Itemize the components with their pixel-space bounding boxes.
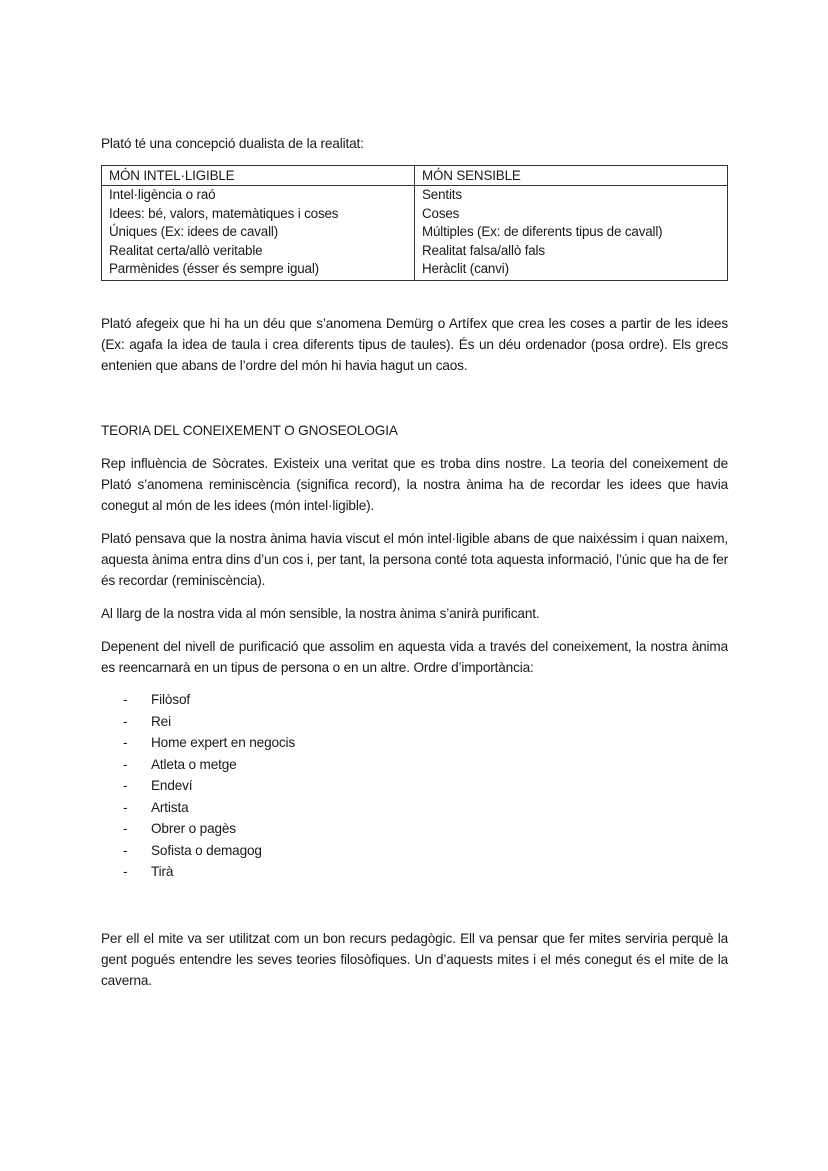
paragraph-mite: Per ell el mite va ser utilitzat com un bon recurs pedagògic. Ell va pensar que fer mites serviria perquè la gent pogués entendre les seves teories filosòfiques. Un d’aquests mites i el més conegut és el mite de la caverna.	[101, 931, 728, 988]
dash-bullet: -	[123, 778, 128, 793]
header-intelligible-world: MÓN INTEL·LIGIBLE	[102, 166, 415, 186]
list-item: - Home expert en negocis	[123, 732, 295, 754]
table-cell: Heràclit (canvi)	[422, 261, 509, 276]
header-sensible-world: MÓN SENSIBLE	[415, 166, 728, 186]
list-item: - Artista	[123, 797, 295, 819]
table-cell: Realitat falsa/allò fals	[422, 242, 545, 258]
table-row	[102, 260, 728, 280]
table-cell: Sentits	[422, 187, 462, 202]
list-item: - Tirà	[123, 861, 295, 883]
table-cell: Coses	[422, 205, 460, 221]
paragraph-anima: Plató pensava que la nostra ànima havia viscut el món intel·ligible abans de que naixéssim i quan naixem, aquesta ànima entra dins d’un cos i, per tant, la persona conté tota aquesta informació, l’únic que ha de fer és recordar (reminiscència).	[101, 531, 728, 588]
dash-bullet: -	[123, 756, 128, 772]
paragraph-reminiscencia: Rep influència de Sòcrates. Existeix una veritat que es troba dins nostre. La teoria del coneixement de Plató s’anomena reminiscència (significa record), la nostra ànima ha de recordar les idees que havia conegut al món de les idees (món intel·ligible).	[101, 456, 728, 513]
dash-bullet: -	[123, 799, 128, 815]
dash-bullet: -	[123, 864, 128, 879]
dualism-table	[101, 165, 728, 281]
table-cell: Úniques (Ex: idees de cavall)	[102, 223, 415, 242]
table-header-row	[102, 166, 728, 186]
intro-text: Plató té una concepció dualista de la realitat:	[101, 136, 364, 151]
dash-bullet: -	[123, 692, 128, 707]
dash-bullet: -	[123, 735, 128, 750]
list-item: - Sofista o demagog	[123, 840, 295, 862]
table-row	[102, 242, 728, 261]
list-item: - Atleta o metge	[123, 754, 295, 776]
table-row	[102, 205, 728, 224]
dash-bullet: -	[123, 821, 128, 836]
table-cell: Intel·ligència o raó	[102, 186, 415, 205]
paragraph-demiurg: Plató afegeix que hi ha un déu que s’anomena Demürg o Artífex que crea les coses a partir de les idees (Ex: agafa la idea de taula i crea diferents tipus de taules). És un déu ordenador (posa ordre). Els grecs entenien que abans de l’ordre del món hi havia hagut un caos.	[101, 316, 728, 373]
paragraph-ordre: Depenent del nivell de purificació que assolim en aquesta vida a través del coneixement, la nostra ànima es reencarnarà en un tipus de persona o en un altre. Ordre d’importància:	[101, 639, 728, 675]
section-heading: TEORIA DEL CONEIXEMENT O GNOSEOLOGIA	[101, 423, 398, 438]
table-cell: Realitat certa/allò veritable	[102, 242, 415, 261]
table-row	[102, 186, 728, 205]
dash-bullet: -	[123, 842, 128, 858]
reincarnation-ranking-list	[123, 689, 295, 883]
list-item: - Rei	[123, 711, 295, 733]
list-item: - Endeví	[123, 775, 295, 797]
table-cell: Idees: bé, valors, matemàtiques i coses	[102, 205, 415, 224]
table-row	[102, 223, 728, 242]
list-item: - Filòsof	[123, 689, 295, 711]
dash-bullet: -	[123, 713, 128, 729]
list-item: - Obrer o pagès	[123, 818, 295, 840]
paragraph-purificant: Al llarg de la nostra vida al món sensible, la nostra ànima s’anirà purificant.	[101, 606, 540, 621]
table-cell: Parmènides (ésser és sempre igual)	[102, 260, 415, 280]
table-cell: Múltiples (Ex: de diferents tipus de cavall)	[422, 224, 663, 239]
